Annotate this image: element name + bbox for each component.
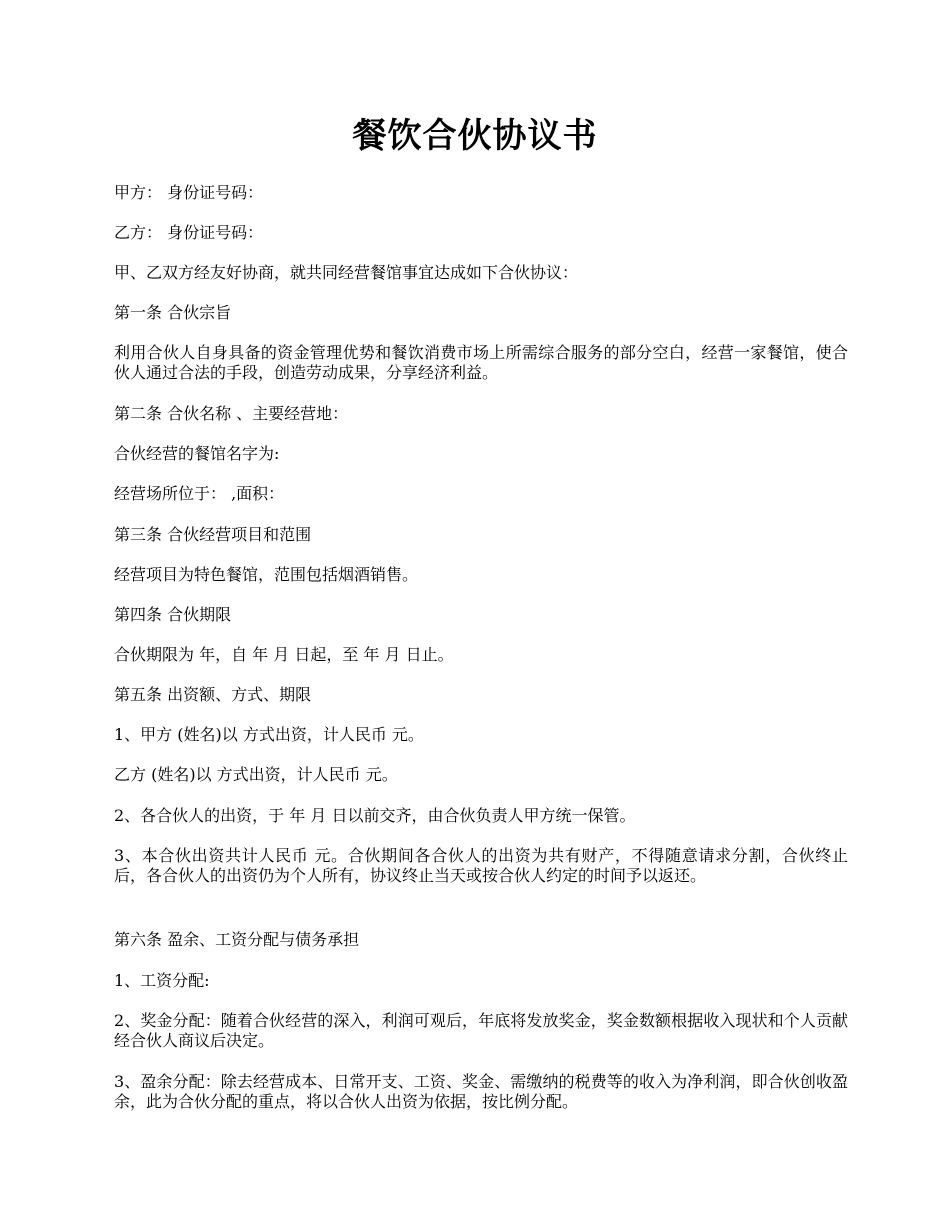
- paragraph: 乙方： 身份证号码：: [114, 223, 264, 242]
- location-line: [114, 484, 848, 504]
- paragraph: 经营场所位于： ,面积：: [114, 484, 285, 503]
- article-2-heading: [114, 404, 848, 424]
- document-title: 餐饮合伙协议书: [352, 116, 598, 156]
- article-1-body: [114, 343, 848, 383]
- paragraph: 合伙期限为 年，自 年 月 日起，至 年 月 日止。: [114, 645, 454, 664]
- article-5-item-3: [114, 846, 848, 886]
- article-3-body: [114, 565, 848, 585]
- article-5-heading: [114, 685, 848, 705]
- paragraph: 第三条 合伙经营项目和范围: [114, 525, 312, 544]
- paragraph: 3、盈余分配：除去经营成本、日常开支、工资、奖金、需缴纳的税费等的收入为净利润，即合伙创收盈余，此为合伙分配的重点，将以合伙人出资为依据，按比例分配。: [114, 1072, 848, 1111]
- article-3-heading: [114, 525, 848, 545]
- paragraph: 利用合伙人自身具备的资金管理优势和餐饮消费市场上所需综合服务的部分空白，经营一家餐馆，使合伙人通过合法的手段，创造劳动成果，分享经济利益。: [114, 343, 848, 382]
- paragraph: 3、本合伙出资共计人民币 元。合伙期间各合伙人的出资为共有财产，不得随意请求分割，合伙终止后，各合伙人的出资仍为个人所有，协议终止当天或按合伙人约定的时间予以返还。: [114, 846, 848, 885]
- paragraph: 第四条 合伙期限: [114, 605, 232, 624]
- paragraph: 1、工资分配:: [114, 971, 210, 990]
- paragraph: 第六条 盈余、工资分配与债务承担: [114, 930, 360, 949]
- paragraph: 2、奖金分配：随着合伙经营的深入，利润可观后，年底将发放奖金，奖金数额根据收入现状和个人贡献经合伙人商议后决定。: [114, 1011, 848, 1050]
- article-5-item-2: [114, 806, 848, 826]
- paragraph: 甲方： 身份证号码：: [114, 183, 264, 202]
- article-4-body: [114, 645, 848, 665]
- paragraph: 第二条 合伙名称 、主要经营地：: [114, 404, 349, 423]
- paragraph: 第五条 出资额、方式、期限: [114, 685, 312, 704]
- restaurant-name-line: [114, 444, 848, 464]
- article-5-item-1b: [114, 765, 848, 785]
- article-1-heading: [114, 303, 848, 323]
- article-6-item-1: [114, 971, 848, 991]
- article-6-item-3: [114, 1072, 848, 1112]
- paragraph: 经营项目为特色餐馆，范围包括烟酒销售。: [114, 565, 419, 584]
- article-5-item-1a: [114, 725, 848, 745]
- paragraph: 甲、乙双方经友好协商，就共同经营餐馆事宜达成如下合伙协议：: [114, 263, 579, 282]
- party-b-line: [114, 223, 848, 243]
- article-6-item-2: [114, 1011, 848, 1051]
- paragraph: 第一条 合伙宗旨: [114, 303, 232, 322]
- article-6-heading: [114, 930, 848, 950]
- article-4-heading: [114, 605, 848, 625]
- paragraph: 合伙经营的餐馆名字为:: [114, 444, 280, 463]
- paragraph: 2、各合伙人的出资，于 年 月 日以前交齐，由合伙负责人甲方统一保管。: [114, 806, 636, 825]
- paragraph: 1、甲方 (姓名)以 方式出资，计人民币 元。: [114, 725, 424, 744]
- paragraph: 乙方 (姓名)以 方式出资，计人民币 元。: [114, 765, 398, 784]
- party-a-line: [114, 183, 848, 203]
- preamble: [114, 263, 848, 283]
